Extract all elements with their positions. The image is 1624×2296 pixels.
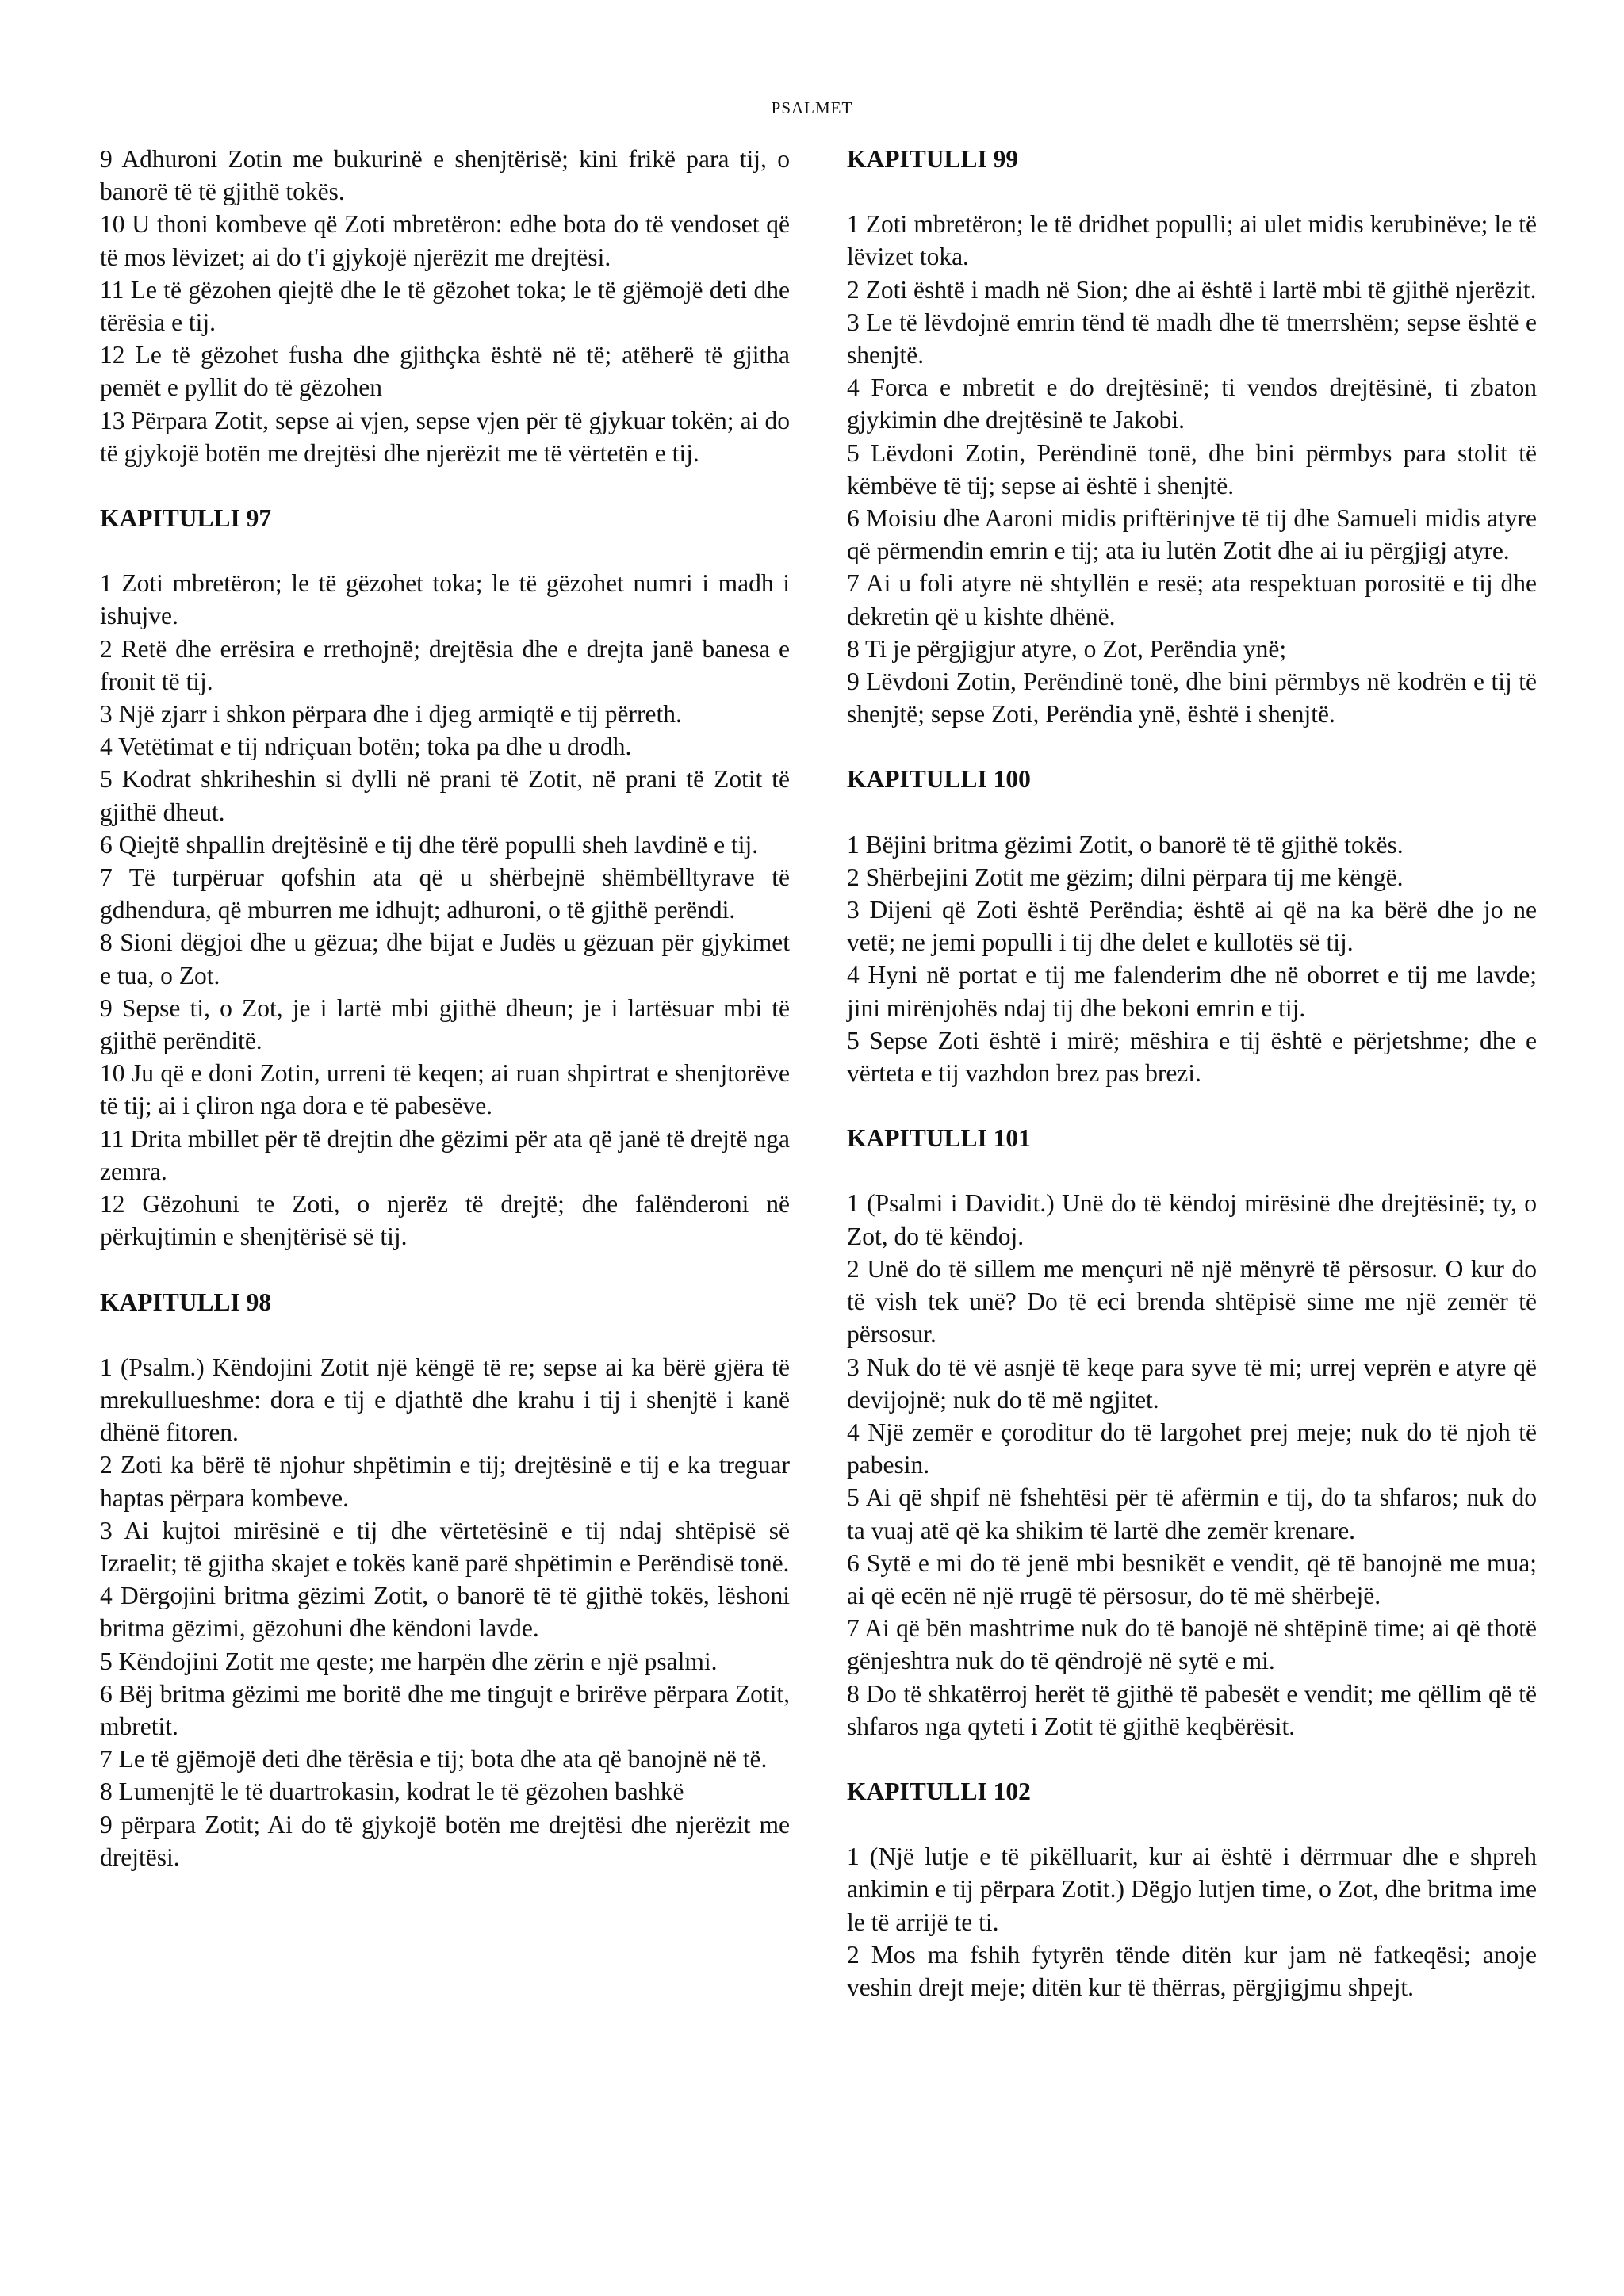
verse: 1 (Psalm.) Këndojini Zotit një këngë të re; sepse ai ka bërë gjëra të mrekullueshme: dora e tij e djathtë dhe krahu i tij i shenjtë i kanë dhënë fitoren. (100, 1353, 790, 1447)
verse: 1 Zoti mbretëron; le të dridhet populli; ai ulet midis kerubinëve; le të lëvizet toka. (847, 210, 1537, 271)
verse: 2 Unë do të sillem me mençuri në një mënyrë të përsosur. O kur do të vish tek unë? Do të eci brenda shtëpisë sime me një zemër të përsosur. (847, 1254, 1537, 1349)
chapter-heading: KAPITULLI 100 (847, 765, 1031, 794)
verse: 8 Do të shkatërroj herët të gjithë të pabesët e vendit; me qëllim që të shfaros nga qyteti i Zotit të gjithë keqbërësit. (847, 1679, 1537, 1740)
verse: 11 Drita mbillet për të drejtin dhe gëzimi për ata që janë të drejtë nga zemra. (100, 1124, 790, 1185)
running-header: PSALMET (771, 98, 853, 117)
verse: 1 (Një lutje e të pikëlluarit, kur ai është i dërrmuar dhe e shpreh ankimin e tij përpara Zotit.) Dëgjo lutjen time, o Zot, dhe britma ime le të arrijë te ti. (847, 1843, 1537, 1936)
left-column (100, 143, 790, 1873)
verse: 6 Sytë e mi do të jenë mbi besnikët e vendit, që të banojnë me mua; ai që ecën në një rrugë të përsosur, do të më shërbejë. (847, 1548, 1537, 1609)
verse: 7 Të turpëruar qofshin ata që u shërbejnë shëmbëlltyrave të gdhendura, që mburren me idhujt; adhuroni, o të gjithë perëndi. (100, 863, 790, 924)
verse: 12 Le të gëzohet fusha dhe gjithçka është në të; atëherë të gjitha pemët e pyllit do të gëzohen (100, 341, 790, 402)
verse: 5 Sepse Zoti është i mirë; mëshira e tij është e përjetshme; dhe e vërteta e tij vazhdon brez pas brezi. (847, 1026, 1537, 1088)
verse: 5 Ai që shpif në fshehtësi për të afërmin e tij, do ta shfaros; nuk do ta vuaj atë që ka shikim të lartë dhe zemër krenare. (847, 1483, 1537, 1544)
verse: 5 Kodrat shkriheshin si dylli në prani të Zotit, në prani të Zotit të gjithë dheut. (100, 765, 790, 826)
verse: 2 Zoti është i madh në Sion; dhe ai është i lartë mbi të gjithë njerëzit. (847, 275, 1537, 304)
verse: 2 Retë dhe errësira e rrethojnë; drejtësia dhe e drejta janë banesa e fronit të tij. (100, 634, 790, 695)
chapter-verses (847, 208, 1537, 730)
chapter-verses (847, 1840, 1537, 2003)
verse: 13 Përpara Zotit, sepse ai vjen, sepse vjen për të gjykuar tokën; ai do të gjykojë botën me drejtësi dhe njerëzit me të vërtetën e tij. (100, 406, 790, 467)
verse: 2 Mos ma fshih fytyrën tënde ditën kur jam në fatkeqësi; anoje veshin drejt meje; ditën kur të thërras, përgjigjmu shpejt. (847, 1940, 1537, 2001)
verse: 10 Ju që e doni Zotin, urreni të keqen; ai ruan shpirtrat e shenjtorëve të tij; ai i çliron nga dora e të pabesëve. (100, 1059, 790, 1120)
verse: 5 Këndojini Zotit me qeste; me harpën dhe zërin e një psalmi. (100, 1647, 718, 1675)
verse: 10 U thoni kombeve që Zoti mbretëron: edhe bota do të vendoset që të mos lëvizet; ai do t'i gjykojë njerëzit me drejtësi. (100, 210, 790, 271)
chapter-heading: KAPITULLI 99 (847, 145, 1019, 173)
chapter-verses (100, 1351, 790, 1873)
verse: 6 Bëj britma gëzimi me boritë dhe me tingujt e brirëve përpara Zotit, mbretit. (100, 1679, 790, 1740)
verse: 7 Ai u foli atyre në shtyllën e resë; ata respektuan porositë e tij dhe dekretin që u kishte dhënë. (847, 569, 1537, 630)
verse: 9 Lëvdoni Zotin, Perëndinë tonë, dhe bini përmbys në kodrën e tij të shenjtë; sepse Zoti, Perëndia ynë, është i shenjtë. (847, 668, 1537, 729)
verse: 5 Lëvdoni Zotin, Perëndinë tonë, dhe bini përmbys para stolit të këmbëve të tij; sepse ai është i shenjtë. (847, 438, 1537, 499)
verse: 12 Gëzohuni te Zoti, o njerëz të drejtë; dhe falënderoni në përkujtimin e shenjtërisë së tij. (100, 1190, 790, 1251)
chapter-verses (100, 567, 790, 1253)
verse: 8 Sioni dëgjoi dhe u gëzua; dhe bijat e Judës u gëzuan për gjykimet e tua, o Zot. (100, 928, 790, 989)
chapter-heading: KAPITULLI 101 (847, 1124, 1031, 1153)
chapter-heading: KAPITULLI 97 (100, 504, 272, 533)
verse: 3 Një zjarr i shkon përpara dhe i djeg armiqtë e tij përreth. (100, 700, 682, 729)
right-column (847, 143, 1537, 2003)
verse: 4 Vetëtimat e tij ndriçuan botën; toka pa dhe u drodh. (100, 733, 632, 761)
chapter-heading: KAPITULLI 102 (847, 1777, 1031, 1805)
verse: 3 Ai kujtoi mirësinë e tij dhe vërtetësinë e tij ndaj shtëpisë së Izraelit; të gjitha skajet e tokës kanë parë shpëtimin e Perëndisë tonë. (100, 1516, 790, 1577)
verse: 4 Dërgojini britma gëzimi Zotit, o banorë të të gjithë tokës, lëshoni britma gëzimi, gëzohuni dhe këndoni lavde. (100, 1582, 790, 1643)
verse: 9 Sepse ti, o Zot, je i lartë mbi gjithë dheun; je i lartësuar mbi të gjithë perënditë. (100, 993, 790, 1055)
verse: 9 përpara Zotit; Ai do të gjykojë botën me drejtësi dhe njerëzit me drejtësi. (100, 1810, 790, 1871)
verse: 8 Lumenjtë le të duartrokasin, kodrat le të gëzohen bashkë (100, 1777, 684, 1806)
verse: 6 Moisiu dhe Aaroni midis priftërinjve të tij dhe Samueli midis atyre që përmendin emrin e tij; ata iu lutën Zotit dhe ai iu përgjigj atyre. (847, 504, 1537, 565)
verse: 9 Adhuroni Zotin me bukurinë e shenjtërisë; kini frikë para tij, o banorë të të gjithë tokës. (100, 145, 790, 206)
chapter-heading: KAPITULLI 98 (100, 1288, 272, 1316)
continuation-verses (100, 143, 790, 469)
verse: 3 Nuk do të vë asnjë të keqe para syve të mi; urrej veprën e atyre që devijojnë; nuk do të më ngjitet. (847, 1353, 1537, 1414)
verse: 1 (Psalmi i Davidit.) Unë do të këndoj mirësinë dhe drejtësinë; ty, o Zot, do të këndoj. (847, 1189, 1537, 1250)
verse: 7 Ai që bën mashtrime nuk do të banojë në shtëpinë time; ai që thotë gënjeshtra nuk do të qëndrojë në sytë e mi. (847, 1614, 1537, 1675)
verse: 8 Ti je përgjigjur atyre, o Zot, Perëndia ynë; (847, 634, 1287, 663)
verse: 1 Bëjini britma gëzimi Zotit, o banorë të të gjithë tokës. (847, 830, 1404, 859)
verse: 4 Forca e mbretit e do drejtësinë; ti vendos drejtësinë, ti zbaton gjykimin dhe drejtësinë te Jakobi. (847, 373, 1537, 434)
verse: 4 Një zemër e çoroditur do të largohet prej meje; nuk do të njoh të pabesin. (847, 1418, 1537, 1479)
verse: 1 Zoti mbretëron; le të gëzohet toka; le të gëzohet numri i madh i ishujve. (100, 569, 790, 630)
verse: 11 Le të gëzohen qiejtë dhe le të gëzohet toka; le të gjëmojë deti dhe tërësia e tij. (100, 275, 790, 337)
verse: 7 Le të gjëmojë deti dhe tërësia e tij; bota dhe ata që banojnë në të. (100, 1745, 768, 1774)
verse: 6 Qiejtë shpallin drejtësinë e tij dhe tërë populli sheh lavdinë e tij. (100, 830, 759, 859)
chapter-verses (847, 1187, 1537, 1742)
verse: 2 Shërbejini Zotit me gëzim; dilni përpara tij me këngë. (847, 863, 1404, 891)
verse: 2 Zoti ka bërë të njohur shpëtimin e tij; drejtësinë e tij e ka treguar haptas përpara kombeve. (100, 1451, 790, 1512)
verse: 4 Hyni në portat e tij me falenderim dhe në oborret e tij me lavde; jini mirënjohës ndaj tij dhe bekoni emrin e tij. (847, 961, 1537, 1022)
verse: 3 Dijeni që Zoti është Perëndia; është ai që na ka bërë dhe jo ne vetë; ne jemi populli i tij dhe delet e kullotës së tij. (847, 896, 1537, 957)
chapter-verses (847, 828, 1537, 1090)
verse: 3 Le të lëvdojnë emrin tënd të madh dhe të tmerrshëm; sepse është e shenjtë. (847, 308, 1537, 369)
